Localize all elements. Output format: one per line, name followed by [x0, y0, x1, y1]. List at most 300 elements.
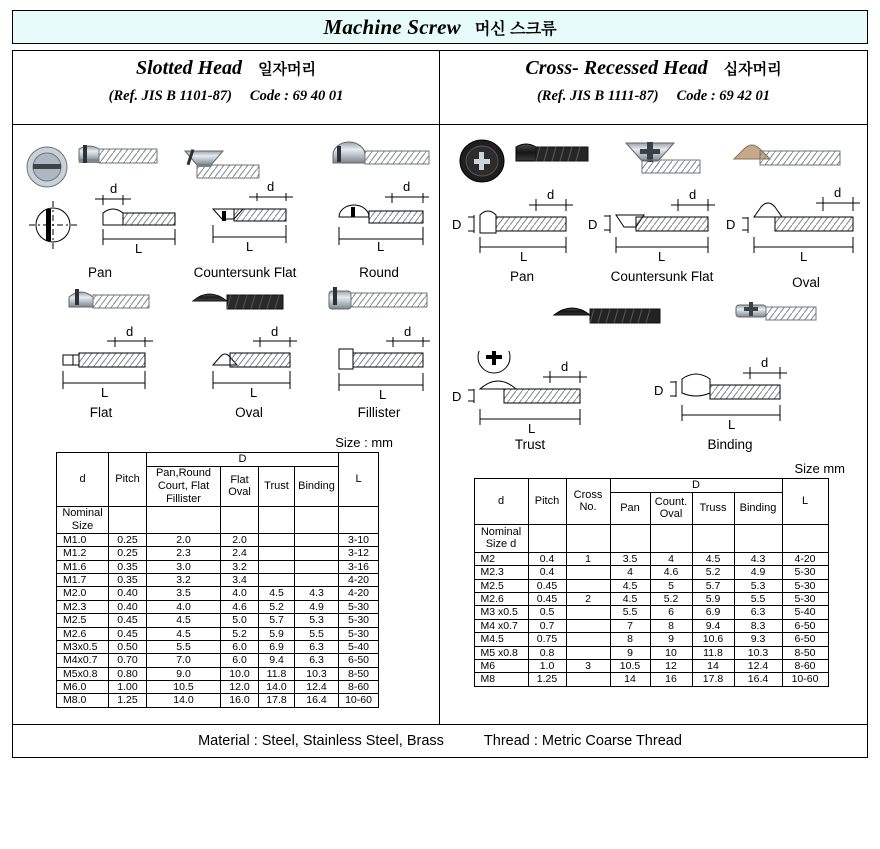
- slotted-cell: 0.45: [109, 627, 147, 640]
- cross-cell: 12.4: [734, 659, 782, 672]
- slotted-cell: 9.0: [147, 667, 221, 680]
- dim-L-label-fillister: L: [379, 387, 387, 402]
- cross-cell: 4.3: [734, 552, 782, 565]
- slotted-cell: 2.3: [147, 547, 221, 560]
- dim-L-label-oval: L: [250, 385, 258, 400]
- caption-round: Round: [359, 265, 399, 280]
- caption-fillister: Fillister: [357, 405, 401, 420]
- photo-slotted-oval: [193, 294, 283, 309]
- cross-cell: 0.4: [528, 566, 566, 579]
- slotted-cell: M6.0: [57, 681, 109, 694]
- slotted-cell: 5-30: [339, 614, 379, 627]
- caption-cross-pan: Pan: [509, 269, 535, 284]
- column-cross-recessed-head: [440, 50, 868, 724]
- table-row: [474, 579, 828, 592]
- caption-cross-oval: Oval: [792, 275, 820, 290]
- cross-cell: 5.2: [692, 566, 734, 579]
- slotted-cell: 2.0: [147, 533, 221, 546]
- slotted-cell: 3-10: [339, 533, 379, 546]
- cross-cell: 5.5: [734, 593, 782, 606]
- th-c-truss: Truss: [692, 492, 734, 524]
- photo-cross-trust: [554, 308, 660, 323]
- slotted-cell: 4-20: [339, 574, 379, 587]
- table-row: [57, 681, 379, 694]
- cross-cell: 12: [650, 659, 692, 672]
- dim-d-label-flat: d: [126, 325, 134, 339]
- slotted-cell: 1.00: [109, 681, 147, 694]
- photo-cross-pan: [460, 140, 588, 182]
- table-row: [57, 654, 379, 667]
- slotted-cell: 11.8: [259, 667, 295, 680]
- th-pitch: Pitch: [109, 453, 147, 507]
- caption-binding: Binding: [707, 437, 753, 452]
- table-row: [57, 600, 379, 613]
- cross-head-title-kr: 십자머리: [723, 61, 782, 78]
- cross-cell: 5-30: [782, 579, 828, 592]
- th-nominal-size: Nominal Size: [57, 506, 109, 533]
- footer-material: Material : Steel, Stainless Steel, Brass: [198, 733, 444, 749]
- slotted-cell: 5.0: [221, 614, 259, 627]
- th-c-blank-1: [528, 524, 566, 552]
- th-c-binding: Binding: [734, 492, 782, 524]
- cross-cell: 10-60: [782, 673, 828, 686]
- th-c-L: L: [782, 479, 828, 525]
- slotted-cell: 4.6: [221, 600, 259, 613]
- cross-cell: 5-30: [782, 593, 828, 606]
- slotted-cell: 5-40: [339, 640, 379, 653]
- cross-head-title-en: Cross- Recessed Head: [525, 57, 708, 79]
- cross-cell: M2.3: [474, 566, 528, 579]
- slotted-cell: 5.5: [295, 627, 339, 640]
- cross-cell: 9: [610, 646, 650, 659]
- slotted-cell: 5.3: [295, 614, 339, 627]
- cross-cell: 0.8: [528, 646, 566, 659]
- slotted-cell: 0.35: [109, 560, 147, 573]
- slotted-cell: 6-50: [339, 654, 379, 667]
- slotted-cell: 14.0: [147, 694, 221, 707]
- table-row: [57, 547, 379, 560]
- cross-cell: M2.6: [474, 593, 528, 606]
- table-row: [474, 619, 828, 632]
- cross-cell: 9: [650, 633, 692, 646]
- cross-cell: 4.9: [734, 566, 782, 579]
- dim-D-label-binding: D: [654, 383, 664, 398]
- cross-cell: 16: [650, 673, 692, 686]
- cross-cell: 17.8: [692, 673, 734, 686]
- slotted-cell: 2.0: [221, 533, 259, 546]
- slotted-cell: M8.0: [57, 694, 109, 707]
- table-row: [474, 552, 828, 565]
- th-c-blank-4: [650, 524, 692, 552]
- table-row: [57, 667, 379, 680]
- slotted-head-illustration-row2: [17, 325, 447, 435]
- cross-cell: 4: [610, 566, 650, 579]
- slotted-cell: [295, 547, 339, 560]
- cross-cell: 5.7: [692, 579, 734, 592]
- cross-cell: 7: [610, 619, 650, 632]
- cross-cell: 5.5: [610, 606, 650, 619]
- cross-cell: 4.6: [650, 566, 692, 579]
- cross-cell: 5-40: [782, 606, 828, 619]
- slotted-cell: [259, 533, 295, 546]
- cross-cell: 8: [650, 619, 692, 632]
- th-c-nominal-size: Nominal Size d: [474, 524, 528, 552]
- th-pitch-blank: [109, 506, 147, 533]
- th-c-count-oval: Count. Oval: [650, 492, 692, 524]
- table-row: [474, 646, 828, 659]
- th-binding: Binding: [295, 466, 339, 506]
- slotted-cell: M2.3: [57, 600, 109, 613]
- table-row: [57, 560, 379, 573]
- slotted-cell: 4.9: [295, 600, 339, 613]
- dim-d-label-round: d: [403, 179, 411, 194]
- slotted-cell: 3.5: [147, 587, 221, 600]
- slotted-cell: 6.3: [295, 654, 339, 667]
- slotted-head-illustration-row1: [17, 129, 447, 329]
- cross-head-code: Code : 69 42 01: [676, 88, 771, 104]
- cross-cell: 6.3: [734, 606, 782, 619]
- cross-cell: 0.5: [528, 606, 566, 619]
- cross-head-spec-table: [474, 478, 829, 687]
- slotted-cell: 3.2: [147, 574, 221, 587]
- slotted-cell: 12.0: [221, 681, 259, 694]
- slotted-head-spec-table: [56, 452, 379, 708]
- slotted-cell: 4.5: [259, 587, 295, 600]
- content-columns: [12, 50, 868, 724]
- slotted-cell: 6.0: [221, 654, 259, 667]
- drawing-slotted-pan: [29, 181, 175, 256]
- slotted-cell: 0.50: [109, 640, 147, 653]
- cross-head-heading: [440, 50, 868, 124]
- table-row: [474, 673, 828, 686]
- slotted-cell: 5-30: [339, 600, 379, 613]
- slotted-cell: M4x0.7: [57, 654, 109, 667]
- th-d: d: [57, 453, 109, 507]
- slotted-cell: [259, 560, 295, 573]
- slotted-cell: 10.3: [295, 667, 339, 680]
- drawing-slotted-round: [339, 179, 429, 254]
- slotted-cell: 5.2: [221, 627, 259, 640]
- slotted-cell: 7.0: [147, 654, 221, 667]
- caption-cross-countersunk: Countersunk Flat: [610, 269, 714, 284]
- slotted-cell: [295, 533, 339, 546]
- slotted-cell: 4.5: [147, 627, 221, 640]
- slotted-cell: M2.5: [57, 614, 109, 627]
- table-row: [474, 593, 828, 606]
- drawing-cross-countersunk: [588, 187, 715, 264]
- slotted-cell: 14.0: [259, 681, 295, 694]
- slotted-cell: 6.0: [221, 640, 259, 653]
- photo-slotted-pan: [27, 145, 157, 187]
- photo-slotted-fillister: [329, 287, 427, 309]
- table-row: [474, 633, 828, 646]
- caption-pan: Pan: [87, 265, 113, 280]
- slotted-cell: M2.0: [57, 587, 109, 600]
- th-pan-round: Pan,Round Court, Flat Fillister: [147, 466, 221, 506]
- page-title-en: Machine Screw: [323, 14, 461, 39]
- slotted-cell: 16.0: [221, 694, 259, 707]
- slotted-cell: 3.4: [221, 574, 259, 587]
- footer-thread: Thread : Metric Coarse Thread: [483, 733, 682, 749]
- slotted-head-title-kr: 일자머리: [258, 61, 317, 78]
- slotted-cell: 0.40: [109, 587, 147, 600]
- slotted-cell: 0.70: [109, 654, 147, 667]
- cross-cell: 8.3: [734, 619, 782, 632]
- slotted-cell: 0.45: [109, 614, 147, 627]
- dim-d-label-trust: d: [561, 359, 569, 374]
- slotted-head-body: [12, 124, 439, 724]
- dim-d-label-fillister: d: [404, 325, 412, 339]
- cross-cell: 1.0: [528, 659, 566, 672]
- cross-cell: 0.45: [528, 579, 566, 592]
- th-D: D: [147, 453, 339, 467]
- dim-d-label-binding: d: [761, 355, 769, 370]
- slotted-cell: 0.40: [109, 600, 147, 613]
- slotted-cell: M1.6: [57, 560, 109, 573]
- slotted-cell: 5.5: [147, 640, 221, 653]
- slotted-cell: 5-30: [339, 627, 379, 640]
- table-row: [474, 606, 828, 619]
- cross-cell: 0.45: [528, 593, 566, 606]
- slotted-table-body: [57, 533, 379, 707]
- th-c-pan: Pan: [610, 492, 650, 524]
- photo-cross-oval: [734, 145, 840, 165]
- drawing-slotted-countersunk: [213, 179, 293, 254]
- cross-cell: 10: [650, 646, 692, 659]
- cross-cell: [566, 633, 610, 646]
- slotted-cell: 8-60: [339, 681, 379, 694]
- dim-D-label-coval: D: [726, 217, 736, 232]
- cross-cell: 5.9: [692, 593, 734, 606]
- cross-cell: M3 x0.5: [474, 606, 528, 619]
- slotted-cell: 0.25: [109, 547, 147, 560]
- slotted-cell: M1.2: [57, 547, 109, 560]
- cross-cell: 6.9: [692, 606, 734, 619]
- dim-d-label-csk: d: [267, 179, 275, 194]
- slotted-cell: 3-12: [339, 547, 379, 560]
- cross-cell: M6: [474, 659, 528, 672]
- cross-head-illustration-row2: [444, 351, 874, 461]
- dim-D-label-trust: D: [452, 389, 462, 404]
- cross-cell: [566, 606, 610, 619]
- caption-oval: Oval: [235, 405, 263, 420]
- table-row: [57, 614, 379, 627]
- cross-cell: [566, 579, 610, 592]
- table-row: [57, 533, 379, 546]
- table-row: [57, 640, 379, 653]
- dim-d-label-oval: d: [271, 325, 279, 339]
- cross-cell: [566, 566, 610, 579]
- cross-cell: M2: [474, 552, 528, 565]
- cross-cell: 4.5: [610, 579, 650, 592]
- cross-head-body: [440, 124, 868, 724]
- th-blank-4: [295, 506, 339, 533]
- slotted-cell: 0.25: [109, 533, 147, 546]
- cross-size-note: Size mm: [794, 461, 845, 476]
- dim-L-label-csk: L: [246, 239, 254, 254]
- slotted-cell: 12.4: [295, 681, 339, 694]
- cross-cell: 6-50: [782, 619, 828, 632]
- dim-d-label-cpan: d: [547, 187, 555, 202]
- dim-D-label-ccsk: D: [588, 217, 598, 232]
- cross-cell: 14: [692, 659, 734, 672]
- slotted-cell: M1.0: [57, 533, 109, 546]
- cross-head-illustration-row1: [444, 129, 874, 359]
- cross-cell: M4 x0.7: [474, 619, 528, 632]
- cross-cell: 4-20: [782, 552, 828, 565]
- th-c-d: d: [474, 479, 528, 525]
- th-L: L: [339, 453, 379, 507]
- slotted-cell: 2.4: [221, 547, 259, 560]
- cross-cell: [566, 619, 610, 632]
- th-blank-2: [221, 506, 259, 533]
- slotted-cell: 9.4: [259, 654, 295, 667]
- slotted-cell: M3x0.5: [57, 640, 109, 653]
- th-c-blank-6: [734, 524, 782, 552]
- slotted-cell: 5.9: [259, 627, 295, 640]
- cross-cell: M8: [474, 673, 528, 686]
- cross-cell: 6: [650, 606, 692, 619]
- cross-table-body: [474, 552, 828, 686]
- cross-cell: 16.4: [734, 673, 782, 686]
- cross-cell: 4.5: [610, 593, 650, 606]
- slotted-cell: 6.3: [295, 640, 339, 653]
- slotted-head-code: Code : 69 40 01: [249, 88, 344, 104]
- slotted-cell: 4.0: [147, 600, 221, 613]
- th-c-blank-5: [692, 524, 734, 552]
- table-row: [474, 659, 828, 672]
- dim-D-label-cpan: D: [452, 217, 462, 232]
- photo-slotted-round: [333, 142, 429, 164]
- slotted-cell: 17.8: [259, 694, 295, 707]
- table-row: [57, 694, 379, 707]
- cross-cell: M2.5: [474, 579, 528, 592]
- cross-cell: 6-50: [782, 633, 828, 646]
- slotted-cell: 5.2: [259, 600, 295, 613]
- cross-cell: 0.4: [528, 552, 566, 565]
- caption-flat: Flat: [89, 405, 113, 420]
- slotted-cell: 0.35: [109, 574, 147, 587]
- cross-cell: 14: [610, 673, 650, 686]
- slotted-cell: 10-60: [339, 694, 379, 707]
- drawing-cross-pan: [452, 187, 573, 264]
- cross-cell: 10.3: [734, 646, 782, 659]
- slotted-cell: M1.7: [57, 574, 109, 587]
- slotted-cell: [295, 560, 339, 573]
- table-row: [57, 587, 379, 600]
- th-c-blank-2: [566, 524, 610, 552]
- slotted-cell: 8-50: [339, 667, 379, 680]
- cross-cell: 4.5: [692, 552, 734, 565]
- slotted-cell: 5.7: [259, 614, 295, 627]
- cross-cell: M5 x0.8: [474, 646, 528, 659]
- cross-cell: 5.2: [650, 593, 692, 606]
- cross-cell: [566, 673, 610, 686]
- cross-cell: M4.5: [474, 633, 528, 646]
- cross-cell: 10.5: [610, 659, 650, 672]
- slotted-cell: 6.9: [259, 640, 295, 653]
- page-title-kr: 머신 스크류: [474, 20, 557, 38]
- slotted-cell: 0.80: [109, 667, 147, 680]
- cross-cell: 10.6: [692, 633, 734, 646]
- cross-cell: 3: [566, 659, 610, 672]
- caption-countersunk-flat: Countersunk Flat: [193, 265, 297, 280]
- th-c-D: D: [610, 479, 782, 493]
- table-row: [57, 627, 379, 640]
- photo-cross-countersunk: [626, 142, 700, 173]
- cross-cell: 3.5: [610, 552, 650, 565]
- cross-head-ref: (Ref. JIS B 1111-87): [536, 88, 659, 104]
- slotted-cell: 4.5: [147, 614, 221, 627]
- slotted-cell: 10.0: [221, 667, 259, 680]
- th-trust: Trust: [259, 466, 295, 506]
- th-blank-1: [147, 506, 221, 533]
- cross-cell: 8-60: [782, 659, 828, 672]
- dim-L-label-cpan: L: [520, 249, 528, 264]
- table-row: [57, 574, 379, 587]
- slotted-cell: [259, 574, 295, 587]
- dim-d-label-coval: d: [834, 185, 842, 200]
- cross-cell: 8-50: [782, 646, 828, 659]
- th-blank-3: [259, 506, 295, 533]
- dim-L-label-coval: L: [800, 249, 808, 264]
- cross-cell: 5.3: [734, 579, 782, 592]
- cross-cell: 5: [650, 579, 692, 592]
- slotted-cell: 3.2: [221, 560, 259, 573]
- photo-slotted-countersunk: [185, 149, 259, 178]
- photo-cross-binding: [736, 302, 816, 320]
- slotted-head-title-en: Slotted Head: [135, 57, 243, 79]
- cross-cell: 8: [610, 633, 650, 646]
- slotted-head-heading: [12, 50, 439, 124]
- slotted-cell: 3-16: [339, 560, 379, 573]
- column-slotted-head: [12, 50, 440, 724]
- dim-L-label-flat: L: [101, 385, 109, 400]
- page-title-bar: [12, 10, 868, 44]
- cross-cell: 0.7: [528, 619, 566, 632]
- slotted-cell: 16.4: [295, 694, 339, 707]
- cross-cell: 5-30: [782, 566, 828, 579]
- slotted-head-ref: (Ref. JIS B 1101-87): [108, 88, 232, 104]
- cross-cell: 0.75: [528, 633, 566, 646]
- drawing-cross-oval: [726, 185, 860, 264]
- slotted-cell: 3.0: [147, 560, 221, 573]
- dim-d-label-pan: d: [110, 181, 118, 196]
- cross-cell: 1: [566, 552, 610, 565]
- table-row: [474, 566, 828, 579]
- slotted-cell: 1.25: [109, 694, 147, 707]
- cross-cell: 1.25: [528, 673, 566, 686]
- slotted-cell: 4-20: [339, 587, 379, 600]
- dim-L-label-pan: L: [135, 241, 143, 256]
- th-c-cross-no: Cross No.: [566, 479, 610, 525]
- dim-L-label-trust: L: [528, 421, 536, 436]
- slotted-cell: M2.6: [57, 627, 109, 640]
- slotted-cell: [259, 547, 295, 560]
- cross-cell: 11.8: [692, 646, 734, 659]
- cross-cell: [566, 646, 610, 659]
- slotted-cell: M5x0.8: [57, 667, 109, 680]
- cross-cell: 9.3: [734, 633, 782, 646]
- cross-cell: 4: [650, 552, 692, 565]
- th-c-pitch: Pitch: [528, 479, 566, 525]
- th-blank-5: [339, 506, 379, 533]
- slotted-cell: 10.5: [147, 681, 221, 694]
- photo-slotted-flat: [69, 289, 149, 308]
- slotted-cell: 4.0: [221, 587, 259, 600]
- dim-d-label-ccsk: d: [689, 187, 697, 202]
- slotted-cell: [295, 574, 339, 587]
